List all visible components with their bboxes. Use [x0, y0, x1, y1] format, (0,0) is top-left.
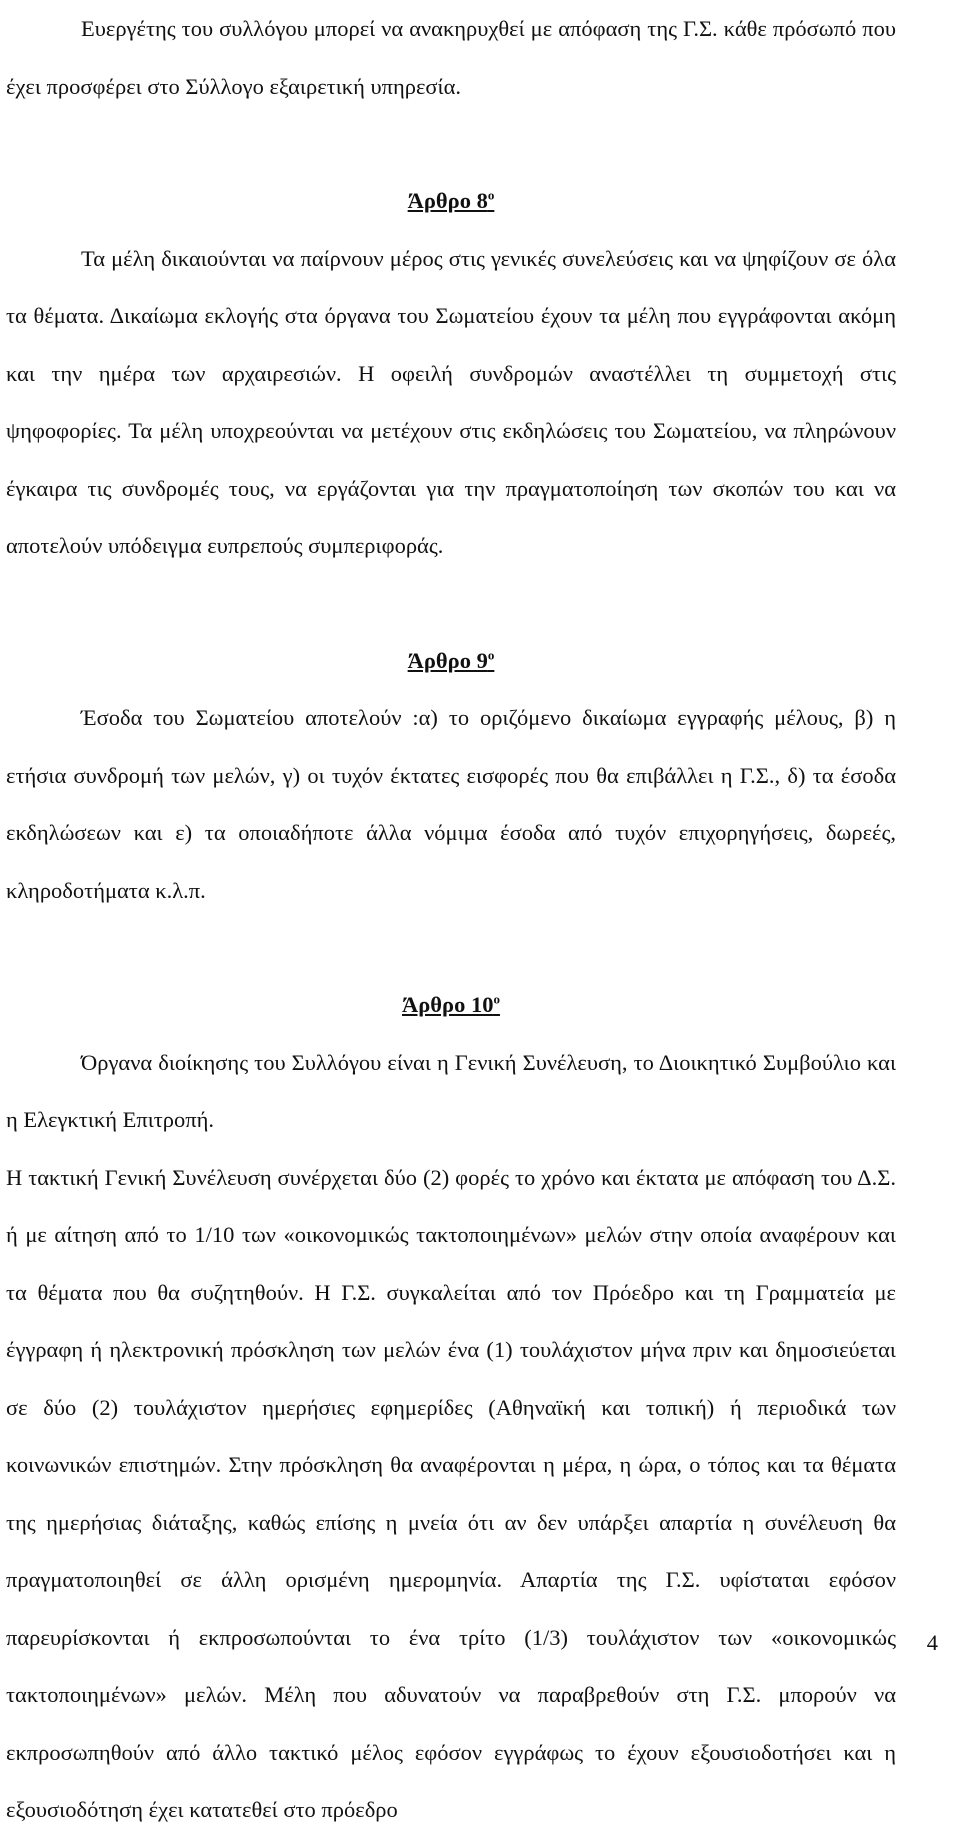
article-9-title: Άρθρο 9	[407, 647, 488, 673]
article-10-body-2: Η τακτική Γενική Συνέλευση συνέρχεται δύο (2) φορές το χρόνο και έκτατα με απόφαση του Δ.Σ. ή με αίτηση από το 1/10 των «οικονομικώς τακτοποιημένων» μελών στην οποία αναφέρουν και τα θέματα που θα συζητηθούν. Η Γ.Σ. συγκαλείται από τον Πρόεδρο και τη Γραμματεία με έγγραφη ή ηλεκτρονική πρόσκληση των μελών ένα (1) τουλάχιστον μήνα πριν και δημοσιεύεται σε δύο (2) τουλάχιστον ημερήσιες εφημερίδες (Αθηναϊκή και τοπική) ή περιοδικά των κοινωνικών επιστημών. Στην πρόσκληση θα αναφέρονται η μέρα, η ώρα, ο τόπος και τα θέματα της ημερήσιας διάταξης, καθώς επίσης η μνεία ότι αν δεν υπάρξει απαρτία η συνέλευση θα πραγματοποιηθεί σε άλλη ορισμένη ημερομηνία. Απαρτία της Γ.Σ. υφίσταται εφόσον παρευρίσκονται ή εκπροσωπούνται το ένα τρίτο (1/3) τουλάχιστον των «οικονομικώς τακτοποιημένων» μελών. Μέλη που αδυνατούν να παραβρεθούν στη Γ.Σ. μπορούν να εκπροσωπηθούν από άλλο τακτικό μέλος εφόσον εγγράφως το έχουν εξουσιοδοτήσει και η εξουσιοδότηση έχει κατατεθεί στο πρόεδρο	[6, 1164, 896, 1822]
article-10-title: Άρθρο 10	[402, 992, 494, 1017]
document-page	[6, 0, 896, 1839]
article-9-heading	[6, 632, 896, 690]
article-8-ordinal: ο	[487, 187, 495, 203]
article-10-ordinal: ο	[493, 991, 500, 1007]
article-10-body-1: Όργανα διοίκησης του Συλλόγου είναι η Γενική Συνέλευση, το Διοικητικό Συμβούλιο και η Ελεγκτική Επιτροπή.	[6, 1049, 896, 1132]
article-9-body: Έσοδα του Σωματείου αποτελούν :α) το οριζόμενο δικαίωμα εγγραφής μέλους, β) η ετήσια συνδρομή των μελών, γ) οι τυχόν έκτατες εισφορές που θα επιβάλλει η Γ.Σ., δ) τα έσοδα εκδηλώσεων και ε) τα οποιαδήποτε άλλα νόμιμα έσοδα από τυχόν επιχορηγήσεις, δωρεές, κληροδοτήματα κ.λ.π.	[6, 705, 896, 903]
page-number: 4	[926, 1630, 938, 1655]
section-gap	[6, 919, 896, 976]
article-10-heading	[6, 976, 896, 1034]
section-gap	[6, 575, 896, 632]
intro-paragraph: Ευεργέτης του συλλόγου μπορεί να ανακηρυχθεί με απόφαση της Γ.Σ. κάθε πρόσωπό που έχει προσφέρει στο Σύλλογο εξαιρετική υπηρεσία.	[6, 16, 896, 99]
article-9-ordinal: ο	[487, 647, 495, 662]
section-gap	[6, 115, 896, 172]
article-8-body: Τα μέλη δικαιούνται να παίρνουν μέρος στις γενικές συνελεύσεις και να ψηφίζουν σε όλα τα θέματα. Δικαίωμα εκλογής στα όργανα του Σωματείου έχουν τα μέλη που εγγράφονται ακόμη και την ημέρα των αρχαιρεσιών. Η οφειλή συνδρομών αναστέλλει τη συμμετοχή στις ψηφοφορίες. Τα μέλη υποχρεούνται να μετέχουν στις εκδηλώσεις του Σωματείου, να πληρώνουν έγκαιρα τις συνδρομές τους, να εργάζονται για την πραγματοποίηση των σκοπών του και να αποτελούν υπόδειγμα ευπρεπούς συμπεριφοράς.	[6, 245, 896, 558]
article-8-heading	[6, 172, 896, 230]
article-8-title: Άρθρο 8	[407, 188, 488, 213]
